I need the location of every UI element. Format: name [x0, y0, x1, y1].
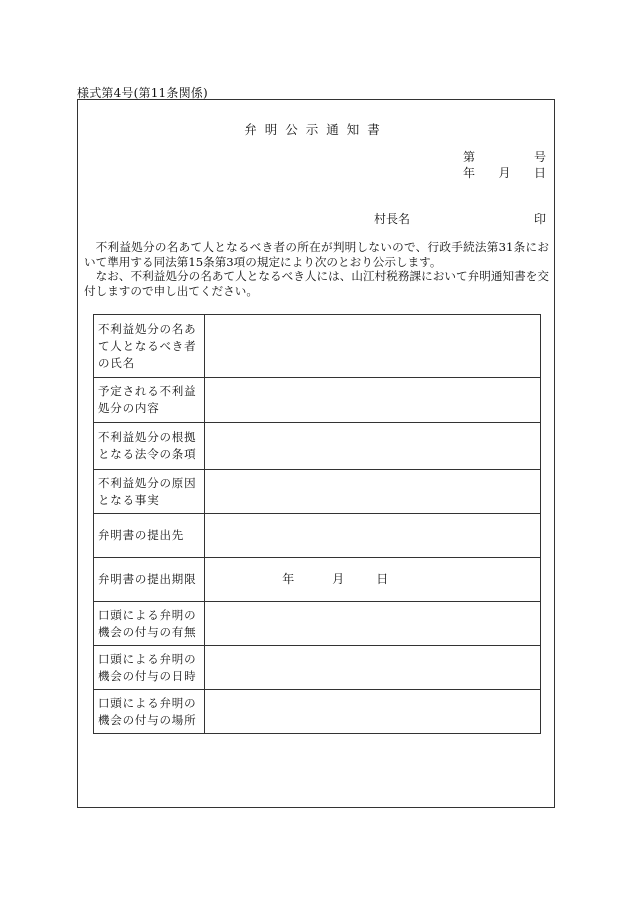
- document-title: 弁明公示通知書: [244, 122, 388, 137]
- legal-basis-field[interactable]: [205, 423, 541, 470]
- table-row: [94, 690, 541, 734]
- document-number: [463, 148, 546, 165]
- recipient-name-field[interactable]: [205, 315, 541, 378]
- oral-hearing-place-field[interactable]: [205, 690, 541, 734]
- mayor-label: 村長名: [374, 212, 411, 226]
- row-label-legal-basis: 不利益処分の根拠となる法令の条項: [94, 423, 205, 470]
- form-number-label: 様式第4号(第11条関係): [77, 86, 208, 100]
- notice-body: [84, 240, 549, 298]
- deadline-day: 日: [376, 572, 389, 586]
- row-label-cause-facts: 不利益処分の原因となる事実: [94, 470, 205, 514]
- row-label-submission-destination: 弁明書の提出先: [94, 514, 205, 558]
- seal-mark: 印: [534, 212, 547, 226]
- date-day: 日: [533, 166, 546, 180]
- notice-details-table: [93, 314, 541, 734]
- row-label-oral-hearing-place: 口頭による弁明の機会の付与の場所: [94, 690, 205, 734]
- deadline-year: 年: [282, 572, 295, 586]
- notice-frame: [77, 99, 555, 808]
- date-year: 年: [463, 166, 476, 180]
- oral-hearing-datetime-field[interactable]: [205, 646, 541, 690]
- number-suffix: 号: [533, 150, 546, 164]
- deadline-month: 月: [332, 572, 345, 586]
- row-label-recipient-name: 不利益処分の名あて人となるべき者の氏名: [94, 315, 205, 378]
- notice-paragraph-2: なお、不利益処分の名あて人となるべき人には、山江村税務課において弁明通知書を交付しますので申し出てください。: [84, 269, 549, 298]
- oral-hearing-availability-field[interactable]: [205, 602, 541, 646]
- table-row: [94, 646, 541, 690]
- table-row: [94, 470, 541, 514]
- notice-paragraph-1: 不利益処分の名あて人となるべき者の所在が判明しないので、行政手続法第31条において準用する同法第15条第3項の規定により次のとおり公示します。: [84, 240, 549, 269]
- table-row: [94, 315, 541, 378]
- row-label-submission-deadline: 弁明書の提出期限: [94, 558, 205, 602]
- table-row: [94, 514, 541, 558]
- disposition-content-field[interactable]: [205, 378, 541, 423]
- table-row: [94, 558, 541, 602]
- date-month: 月: [498, 166, 511, 180]
- submission-destination-field[interactable]: [205, 514, 541, 558]
- row-label-oral-hearing-datetime: 口頭による弁明の機会の付与の日時: [94, 646, 205, 690]
- submission-deadline-field[interactable]: [205, 558, 541, 602]
- row-label-oral-hearing-availability: 口頭による弁明の機会の付与の有無: [94, 602, 205, 646]
- cause-facts-field[interactable]: [205, 470, 541, 514]
- table-row: [94, 378, 541, 423]
- row-label-disposition-content: 予定される不利益処分の内容: [94, 378, 205, 423]
- number-prefix: 第: [463, 150, 476, 164]
- table-row: [94, 423, 541, 470]
- document-date: [463, 164, 546, 181]
- table-row: [94, 602, 541, 646]
- deadline-date: [205, 571, 540, 588]
